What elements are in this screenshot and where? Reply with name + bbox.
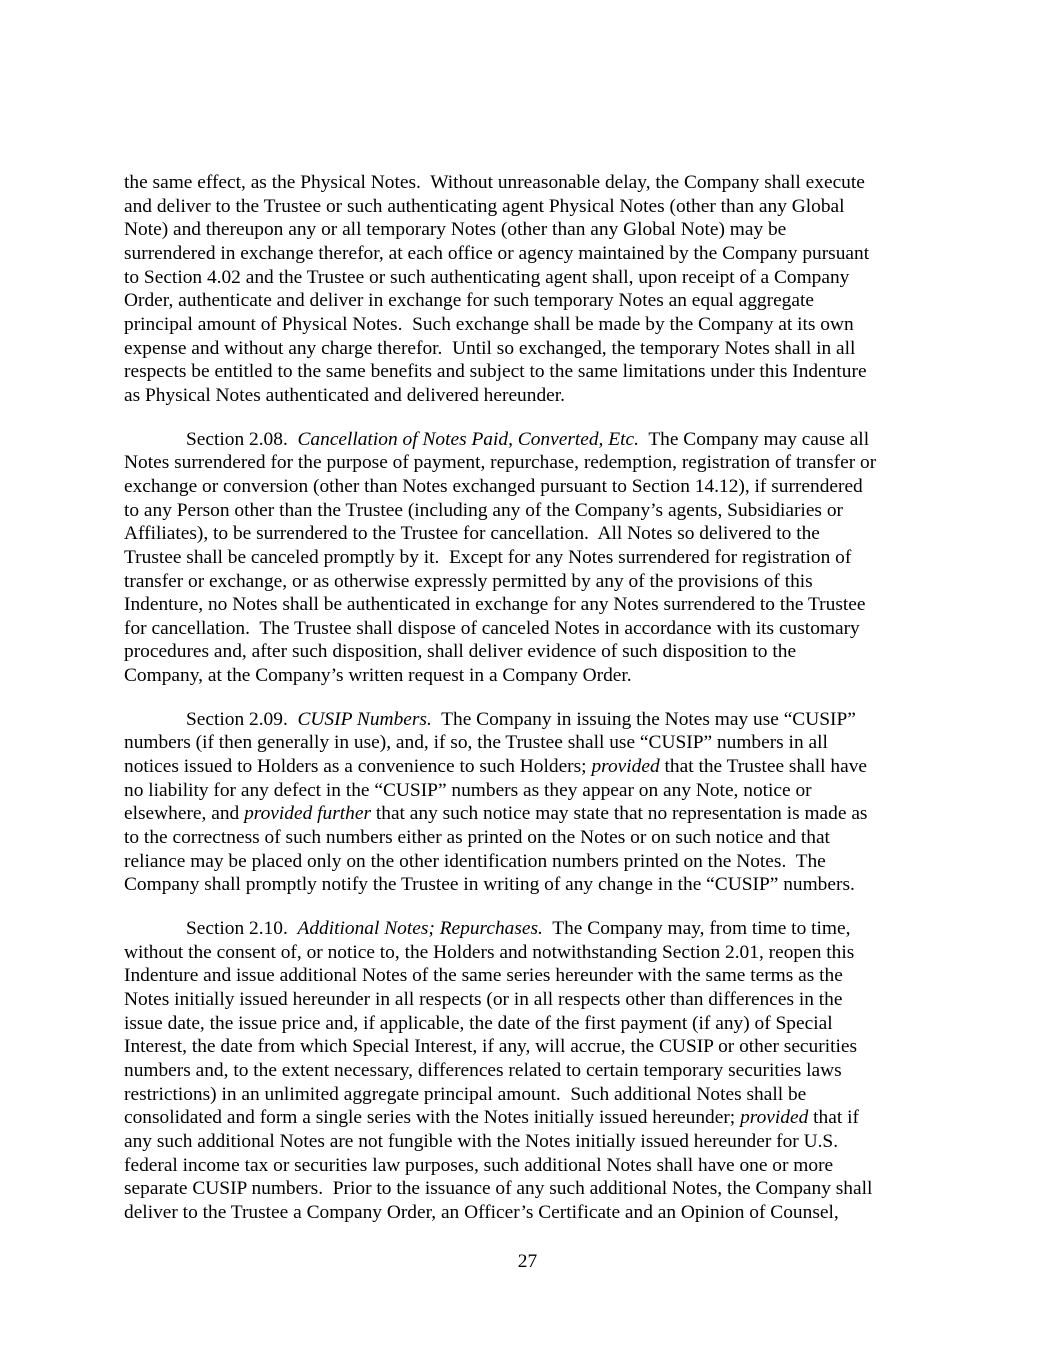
text-line: as Physical Notes authenticated and delivered hereunder. — [124, 384, 565, 406]
italic-term: provided — [591, 756, 660, 778]
text-run: that if — [813, 1107, 859, 1129]
text-line: Affiliates), to be surrendered to the Trustee for cancellation. All Notes so delivered to the — [124, 523, 820, 545]
text-line: Interest, the date from which Special Interest, if any, will accrue, the CUSIP or other securities — [124, 1036, 858, 1058]
paragraph-continuation — [124, 171, 929, 408]
text-line: exchange or conversion (other than Notes exchanged pursuant to Section 14.12), if surrendered — [124, 475, 863, 497]
section-title: Additional Notes; Repurchases. — [297, 918, 543, 940]
text-line: to any Person other than the Trustee (including any of the Company’s agents, Subsidiaries or — [124, 499, 843, 521]
text-run: that any such notice may state that no representation is made as — [375, 803, 868, 825]
text-line: Company, at the Company’s written request in a Company Order. — [124, 665, 632, 687]
text-line: expense and without any charge therefor. Until so exchanged, the temporary Notes shall in all — [124, 337, 856, 359]
text-line: federal income tax or securities law purposes, such additional Notes shall have one or more — [124, 1154, 834, 1176]
text-line — [124, 755, 929, 779]
text-line: to the correctness of such numbers either as printed on the Notes or on such notice and that — [124, 827, 830, 849]
section-2-08 — [124, 428, 929, 688]
section-heading-line — [124, 708, 929, 732]
text-line: the same effect, as the Physical Notes. Without unreasonable delay, the Company shall execute — [124, 172, 865, 193]
section-title: CUSIP Numbers. — [297, 708, 432, 730]
text-line: Notes surrendered for the purpose of payment, repurchase, redemption, registration of transfer or — [124, 452, 877, 474]
section-2-09 — [124, 708, 929, 897]
text-line: Note) and thereupon any or all temporary Notes (other than any Global Note) may be — [124, 219, 787, 241]
text-line: principal amount of Physical Notes. Such exchange shall be made by the Company at its own — [124, 313, 854, 335]
page-number: 27 — [517, 1251, 538, 1272]
text-line: Indenture, no Notes shall be authenticated in exchange for any Notes surrendered to the Trustee — [124, 594, 866, 616]
text-line: numbers (if then generally in use), and, if so, the Trustee shall use “CUSIP” numbers in all — [124, 732, 828, 754]
text-run: The Company may, from time to time, — [552, 918, 851, 940]
section-number: Section 2.09. — [186, 708, 288, 730]
section-number: Section 2.08. — [186, 428, 288, 450]
text-line: without the consent of, or notice to, the Holders and notwithstanding Section 2.01, reopen this — [124, 941, 855, 963]
text-line: surrendered in exchange therefor, at each office or agency maintained by the Company pursuant — [124, 242, 870, 264]
text-line — [124, 1106, 929, 1130]
text-line: Company shall promptly notify the Trustee in writing of any change in the “CUSIP” numbers. — [124, 874, 855, 896]
text-line: Trustee shall be canceled promptly by it. Except for any Notes surrendered for registration of — [124, 546, 852, 568]
text-line: issue date, the issue price and, if applicable, the date of the first payment (if any) of Special — [124, 1012, 833, 1034]
text-line: numbers and, to the extent necessary, differences related to certain temporary securities laws — [124, 1059, 842, 1081]
text-line: any such additional Notes are not fungible with the Notes initially issued hereunder for U.S. — [124, 1130, 839, 1152]
section-2-10 — [124, 917, 929, 1225]
italic-term: provided — [740, 1107, 809, 1129]
text-run: The Company in issuing the Notes may use “CUSIP” — [441, 708, 856, 730]
text-line: reliance may be placed only on the other identification numbers printed on the Notes. The — [124, 850, 826, 872]
text-line: for cancellation. The Trustee shall dispose of canceled Notes in accordance with its customary — [124, 617, 860, 639]
text-line: Order, authenticate and deliver in exchange for such temporary Notes an equal aggregate — [124, 290, 814, 312]
text-line: to Section 4.02 and the Trustee or such authenticating agent shall, upon receipt of a Company — [124, 266, 850, 288]
text-line: Indenture and issue additional Notes of the same series hereunder with the same terms as the — [124, 965, 843, 987]
italic-term: provided further — [244, 803, 371, 825]
text-line — [124, 802, 929, 826]
text-line: separate CUSIP numbers. Prior to the issuance of any such additional Notes, the Company shall — [124, 1178, 873, 1200]
section-heading-line — [124, 917, 929, 941]
section-heading-line — [124, 428, 929, 452]
text-line: restrictions) in an unlimited aggregate principal amount. Such additional Notes shall be — [124, 1083, 807, 1105]
text-run: elsewhere, and — [124, 803, 240, 825]
text-run: The Company may cause all — [648, 428, 870, 450]
text-line: procedures and, after such disposition, shall deliver evidence of such disposition to the — [124, 641, 797, 663]
text-run: consolidated and form a single series with the Notes initially issued hereunder; — [124, 1107, 736, 1129]
text-line: respects be entitled to the same benefits and subject to the same limitations under this Indenture — [124, 361, 867, 383]
text-line: no liability for any defect in the “CUSIP” numbers as they appear on any Note, notice or — [124, 779, 812, 801]
text-run: notices issued to Holders as a convenience to such Holders; — [124, 756, 587, 778]
section-title: Cancellation of Notes Paid, Converted, Etc. — [297, 428, 639, 450]
section-number: Section 2.10. — [186, 918, 288, 940]
text-line: transfer or exchange, or as otherwise expressly permitted by any of the provisions of this — [124, 570, 813, 592]
text-line: and deliver to the Trustee or such authenticating agent Physical Notes (other than any Global — [124, 195, 845, 217]
text-run: that the Trustee shall have — [664, 756, 868, 778]
text-line: Notes initially issued hereunder in all respects (or in all respects other than differences in the — [124, 989, 843, 1010]
document-body — [124, 171, 929, 1245]
text-line: deliver to the Trustee a Company Order, an Officer’s Certificate and an Opinion of Counsel, — [124, 1201, 839, 1223]
